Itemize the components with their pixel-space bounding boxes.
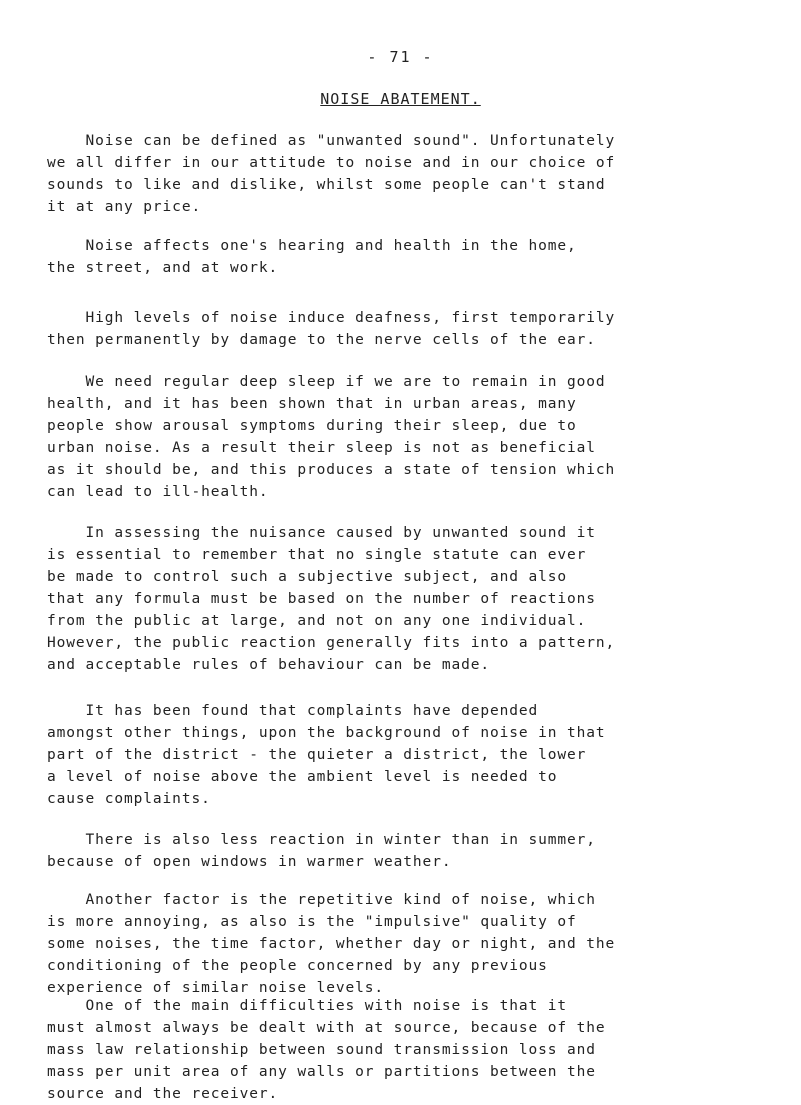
paragraph-6: It has been found that complaints have depended amongst other things, upon the background of noise in that part of the district - the quieter a district, the lower a level of noise above the ambient level is needed to cause complaints. bbox=[47, 703, 606, 807]
paragraph-2: Noise affects one's hearing and health in the home, the street, and at work. bbox=[47, 238, 577, 276]
paragraph-4: We need regular deep sleep if we are to remain in good health, and it has been shown that in urban areas, many people show arousal symptoms during their sleep, due to urban noise. As a result their sleep is not as beneficial as it should be, and this produces a state of tension which can lead to ill-health. bbox=[47, 374, 616, 500]
paragraph-3: High levels of noise induce deafness, first temporarily then permanently by damage to the nerve cells of the ear. bbox=[47, 310, 616, 348]
paragraph-1: Noise can be defined as "unwanted sound". Unfortunately we all differ in our attitude to noise and in our choice of sounds to like and dislike, whilst some people can't stand it at any price. bbox=[47, 133, 616, 215]
paragraph-5: In assessing the nuisance caused by unwanted sound it is essential to remember that no single statute can ever be made to control such a subjective subject, and also that any formula must be based on the number of reactions from the public at large, and not on any one individual. However, the public reaction generally fits into a pattern, and acceptable rules of behaviour can be made. bbox=[47, 525, 616, 673]
paragraph-9: One of the main difficulties with noise is that it must almost always be dealt with at source, because of the mass law relationship between sound transmission loss and mass per unit area of any walls or partitions between the source and the receiver. bbox=[47, 998, 606, 1102]
page-number: - 71 - bbox=[367, 48, 434, 66]
paragraph-8: Another factor is the repetitive kind of noise, which is more annoying, as also is the "impulsive" quality of some noises, the time factor, whether day or night, and the conditioning of the people concerned by any previous experience of similar noise levels. bbox=[47, 892, 616, 996]
paragraph-7: There is also less reaction in winter than in summer, because of open windows in warmer weather. bbox=[47, 832, 596, 870]
page-title: NOISE ABATEMENT. bbox=[320, 90, 481, 108]
